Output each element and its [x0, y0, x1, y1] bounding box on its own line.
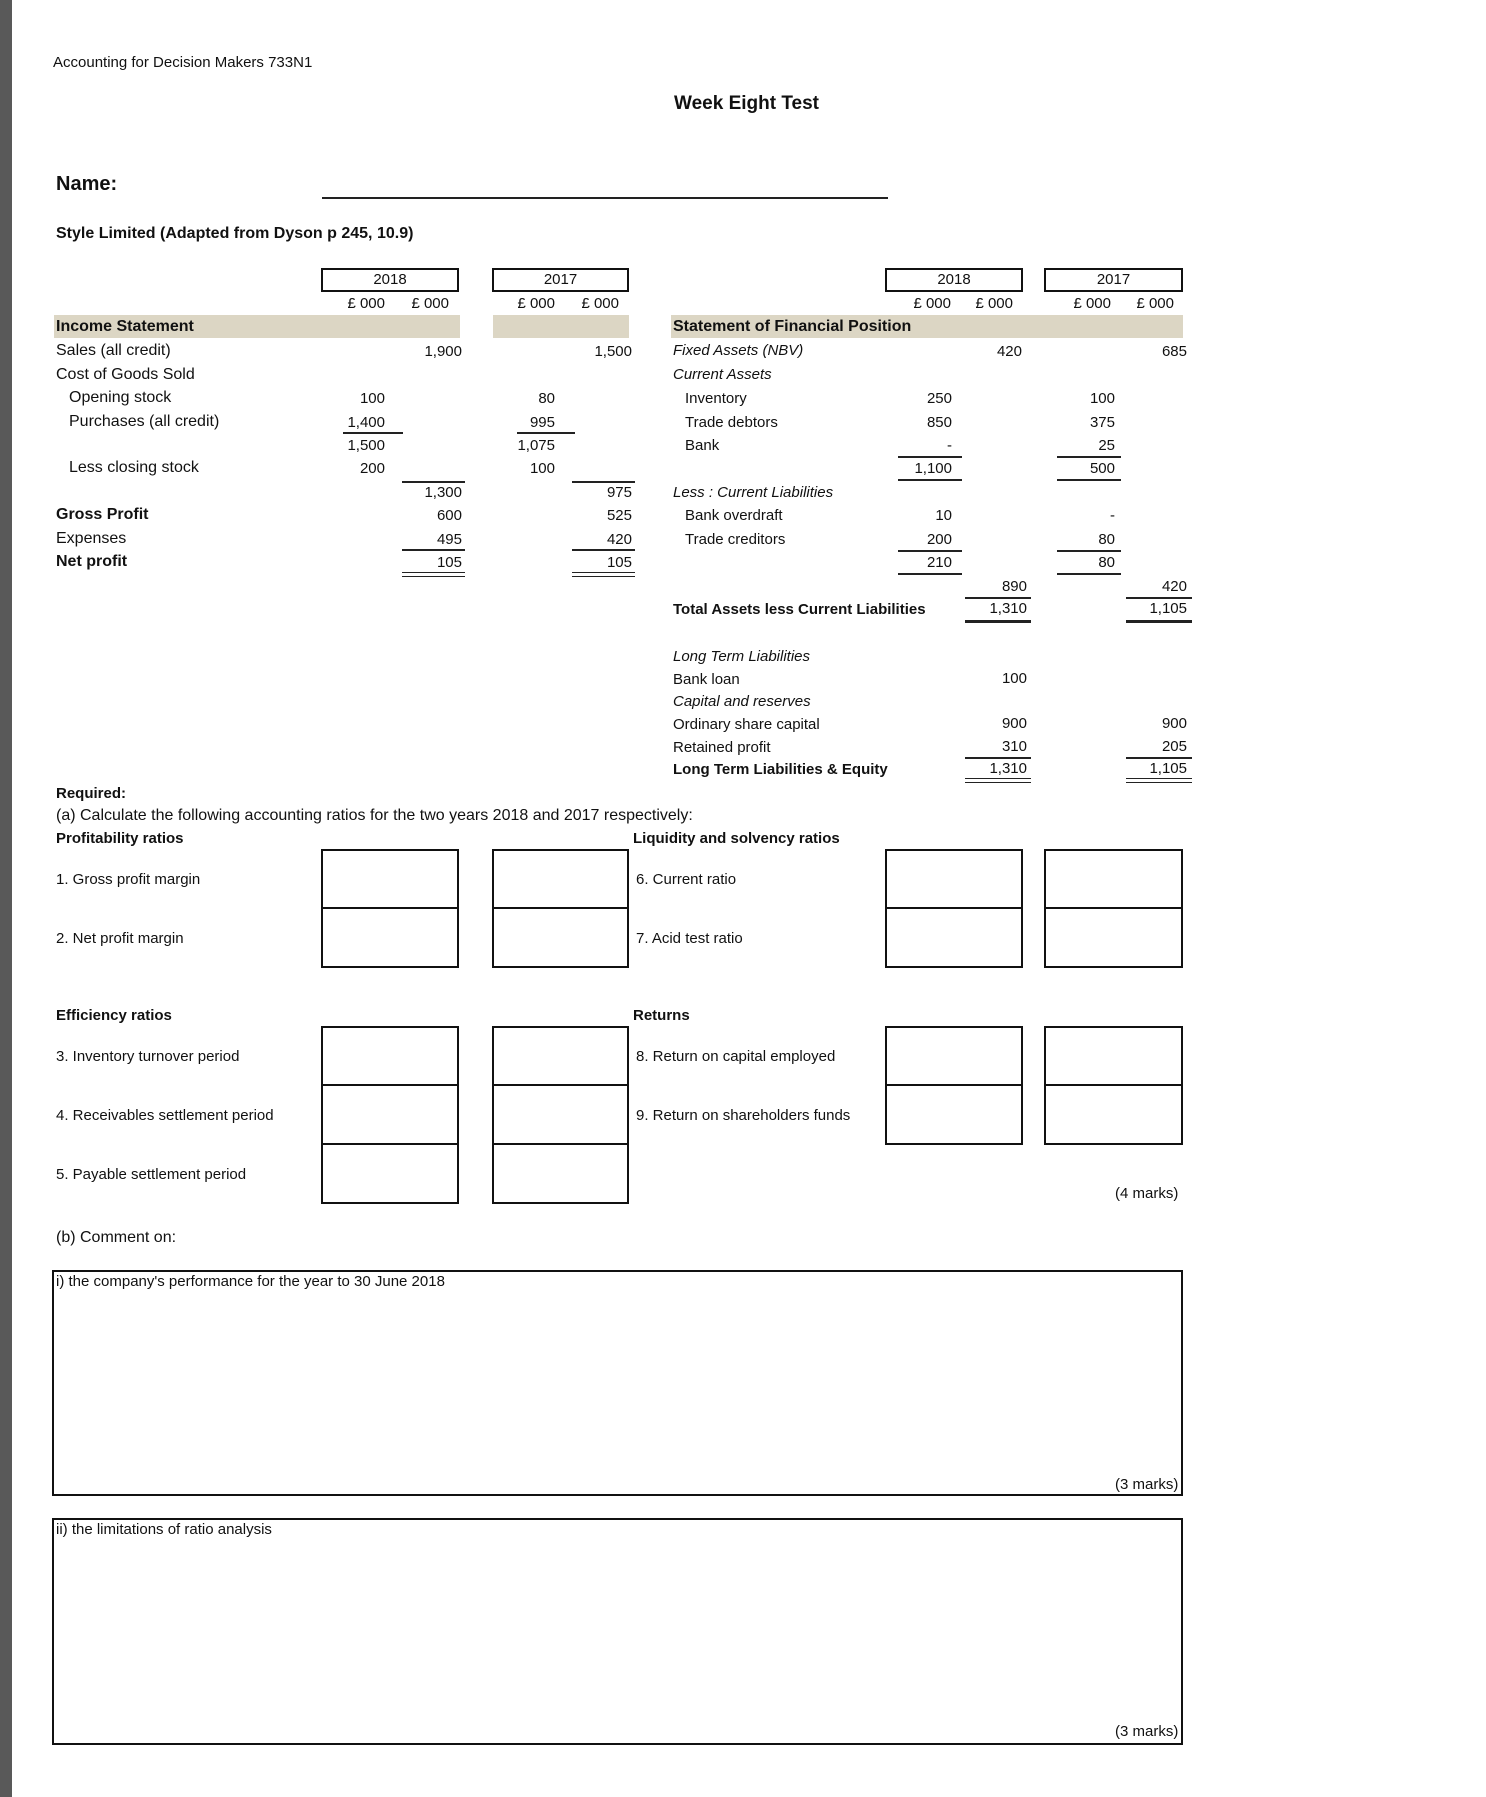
trade-debtors-label: Trade debtors	[685, 414, 778, 431]
answer-box-npm-2017[interactable]	[492, 907, 629, 968]
efficiency-heading: Efficiency ratios	[56, 1007, 172, 1024]
comment-b2-label: ii) the limitations of ratio analysis	[56, 1521, 272, 1538]
part-b-instruction: (b) Comment on:	[56, 1229, 177, 1246]
bank-overdraft-label: Bank overdraft	[685, 507, 783, 524]
sales-2017: 1,500	[594, 343, 632, 360]
debtors-2017: 375	[1089, 414, 1115, 431]
ca-total-2017: 500	[1089, 460, 1115, 477]
case-title: Style Limited (Adapted from Dyson p 245, 10.9)	[56, 225, 414, 242]
subtotal-2017: 1,075	[517, 437, 555, 454]
year-2017-header-is: 2017	[492, 268, 629, 292]
answer-box-current-2018[interactable]	[885, 849, 1023, 909]
exam-sheet	[12, 0, 1486, 1797]
cl-total-2018: 210	[926, 554, 952, 571]
closing-2018: 200	[359, 460, 385, 477]
sales-2018: 1,900	[424, 343, 462, 360]
answer-box-gpm-2018[interactable]	[321, 849, 459, 909]
ltle-2017: 1,105	[1149, 760, 1187, 777]
gross-2017: 525	[606, 507, 632, 524]
trade-creditors-label: Trade creditors	[685, 531, 786, 548]
creditors-2018: 200	[926, 531, 952, 548]
bank-2017: 25	[1098, 437, 1115, 454]
fixed-2017: 685	[1161, 343, 1187, 360]
overdraft-2017: -	[1110, 507, 1115, 524]
closing-stock-label: Less closing stock	[69, 459, 199, 476]
year-2017-header-sofp: 2017	[1044, 268, 1183, 292]
sales-label: Sales (all credit)	[56, 342, 171, 359]
unit-header: £ 000	[411, 295, 449, 312]
answer-box-inventory-2017[interactable]	[492, 1026, 629, 1086]
year-2018-header-is: 2018	[321, 268, 459, 292]
unit-header: £ 000	[517, 295, 555, 312]
current-assets-label: Current Assets	[673, 366, 772, 383]
answer-box-gpm-2017[interactable]	[492, 849, 629, 909]
returns-heading: Returns	[633, 1007, 690, 1024]
talcl-2017: 1,105	[1149, 600, 1187, 617]
marks-b1: (3 marks)	[1115, 1476, 1179, 1493]
bank-label: Bank	[685, 437, 720, 454]
income-statement-header-bar-2017	[493, 315, 629, 338]
course-title: Accounting for Decision Makers 733N1	[53, 54, 313, 71]
share-2018: 900	[1001, 715, 1027, 732]
opening-2018: 100	[359, 390, 385, 407]
bank-loan-label: Bank loan	[673, 671, 740, 688]
purchases-2018: 1,400	[347, 414, 385, 431]
purchases-label: Purchases (all credit)	[69, 413, 220, 430]
unit-header: £ 000	[1136, 295, 1174, 312]
unit-header: £ 000	[347, 295, 385, 312]
gross-2018: 600	[436, 507, 462, 524]
ratio-1-label: 1. Gross profit margin	[56, 871, 201, 888]
answer-box-receivables-2018[interactable]	[321, 1084, 459, 1145]
capital-reserves-label: Capital and reserves	[673, 693, 811, 710]
subtotal-2018: 1,500	[347, 437, 385, 454]
bank-2018: -	[947, 437, 952, 454]
talcl-label: Total Assets less Current Liabilities	[673, 601, 926, 618]
unit-header: £ 000	[1073, 295, 1111, 312]
ltle-label: Long Term Liabilities & Equity	[673, 761, 888, 778]
expenses-label: Expenses	[56, 530, 127, 547]
marks-b2: (3 marks)	[1115, 1723, 1179, 1740]
ltl-label: Long Term Liabilities	[673, 648, 811, 665]
nca-2017: 420	[1161, 578, 1187, 595]
retained-2017: 205	[1161, 738, 1187, 755]
current-liabilities-label: Less : Current Liabilities	[673, 484, 834, 501]
closing-2017: 100	[529, 460, 555, 477]
ratio-4-label: 4. Receivables settlement period	[56, 1107, 274, 1124]
opening-2017: 80	[538, 390, 555, 407]
unit-header: £ 000	[913, 295, 951, 312]
ca-total-2018: 1,100	[914, 460, 952, 477]
answer-box-rosf-2018[interactable]	[885, 1084, 1023, 1145]
net-profit-label: Net profit	[56, 553, 128, 570]
net-2017: 105	[606, 554, 632, 571]
answer-box-receivables-2017[interactable]	[492, 1084, 629, 1145]
answer-box-npm-2018[interactable]	[321, 907, 459, 968]
fixed-assets-label: Fixed Assets (NBV)	[673, 342, 804, 359]
unit-header: £ 000	[975, 295, 1013, 312]
unit-header: £ 000	[581, 295, 619, 312]
answer-box-acid-2018[interactable]	[885, 907, 1023, 968]
ratio-8-label: 8. Return on capital employed	[636, 1048, 836, 1065]
marks-a: (4 marks)	[1115, 1185, 1179, 1202]
answer-box-roce-2018[interactable]	[885, 1026, 1023, 1086]
inventory-label: Inventory	[685, 390, 747, 407]
loan-2018: 100	[1001, 670, 1027, 687]
fixed-2018: 420	[996, 343, 1022, 360]
ratio-2-label: 2. Net profit margin	[56, 930, 184, 947]
answer-box-payables-2017[interactable]	[492, 1143, 629, 1204]
expenses-2018: 495	[436, 531, 462, 548]
share-2017: 900	[1161, 715, 1187, 732]
answer-box-inventory-2018[interactable]	[321, 1026, 459, 1086]
nca-2018: 890	[1001, 578, 1027, 595]
talcl-2018: 1,310	[989, 600, 1027, 617]
cogs-2017: 975	[606, 484, 632, 501]
inventory-2017: 100	[1089, 390, 1115, 407]
ratio-3-label: 3. Inventory turnover period	[56, 1048, 240, 1065]
income-statement-heading: Income Statement	[56, 318, 194, 335]
retained-profit-label: Retained profit	[673, 739, 771, 756]
debtors-2018: 850	[926, 414, 952, 431]
profitability-heading: Profitability ratios	[56, 830, 184, 847]
purchases-2017: 995	[529, 414, 555, 431]
comment-b1-label: i) the company's performance for the year to 30 June 2018	[56, 1273, 445, 1290]
answer-box-payables-2018[interactable]	[321, 1143, 459, 1204]
comment-box-performance[interactable]	[52, 1270, 1183, 1496]
year-2018-header-sofp: 2018	[885, 268, 1023, 292]
ratio-7-label: 7. Acid test ratio	[636, 930, 743, 947]
cogs-2018: 1,300	[424, 484, 462, 501]
ratio-5-label: 5. Payable settlement period	[56, 1166, 247, 1183]
ratio-6-label: 6. Current ratio	[636, 871, 737, 888]
net-2018: 105	[436, 554, 462, 571]
name-label: Name:	[56, 173, 118, 195]
retained-2018: 310	[1001, 738, 1027, 755]
opening-stock-label: Opening stock	[69, 389, 172, 406]
creditors-2017: 80	[1098, 531, 1115, 548]
answer-box-current-2017[interactable]	[1044, 849, 1183, 909]
name-input-line[interactable]	[322, 197, 888, 199]
share-capital-label: Ordinary share capital	[673, 716, 820, 733]
answer-box-acid-2017[interactable]	[1044, 907, 1183, 968]
required-heading: Required:	[56, 785, 127, 802]
answer-box-roce-2017[interactable]	[1044, 1026, 1183, 1086]
comment-box-limitations[interactable]	[52, 1518, 1183, 1745]
cl-total-2017: 80	[1098, 554, 1115, 571]
inventory-2018: 250	[926, 390, 952, 407]
gross-profit-label: Gross Profit	[56, 506, 149, 523]
sofp-heading: Statement of Financial Position	[673, 318, 912, 335]
cogs-label: Cost of Goods Sold	[56, 366, 195, 383]
part-a-instruction: (a) Calculate the following accounting ratios for the two years 2018 and 2017 respectively:	[56, 807, 693, 824]
page-title: Week Eight Test	[674, 93, 819, 114]
ratio-9-label: 9. Return on shareholders funds	[636, 1107, 851, 1124]
liquidity-heading: Liquidity and solvency ratios	[633, 830, 840, 847]
expenses-2017: 420	[606, 531, 632, 548]
ltle-2018: 1,310	[989, 760, 1027, 777]
answer-box-rosf-2017[interactable]	[1044, 1084, 1183, 1145]
overdraft-2018: 10	[935, 507, 952, 524]
